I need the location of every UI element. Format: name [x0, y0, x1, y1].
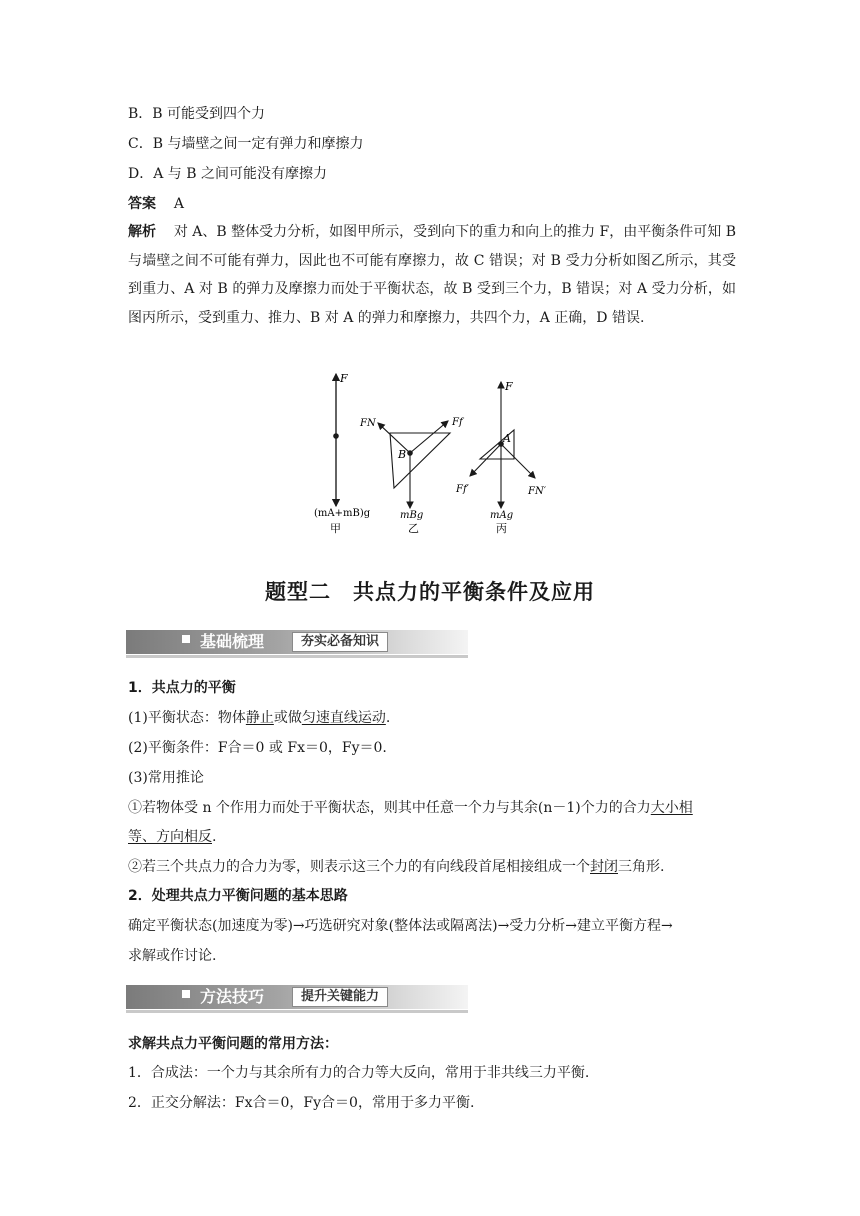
yi-ff-label: Ff — [452, 417, 463, 428]
bing-caption: 丙 — [496, 522, 507, 535]
banner-basics-tag: 夯实必备知识 — [292, 632, 388, 652]
method-1: 1．合成法：一个力与其余所有力的合力等大反向，常用于非共线三力平衡. — [128, 1065, 590, 1081]
banner-methods — [126, 985, 468, 1015]
key-term: 静止 — [245, 710, 274, 726]
jia-weight-label: (mA+mB)g — [314, 508, 371, 519]
banner-methods-title: 方法技巧 — [200, 987, 265, 1006]
text-span: . — [385, 710, 391, 726]
basics-line-1 — [128, 708, 390, 728]
basics-line-5 — [128, 827, 216, 847]
key-term: 等、方向相反 — [128, 829, 212, 845]
banner-basics-title: 基础梳理 — [200, 632, 265, 651]
basics-line-4 — [128, 798, 693, 818]
text-span: ①若物体受 n 个作用力而处于平衡状态，则其中任意一个力与其余(n－1)个力的合力 — [128, 800, 651, 816]
banner-basics — [126, 630, 468, 660]
key-term: 匀速直线运动 — [301, 710, 386, 726]
force-diagram-figure — [300, 366, 560, 541]
yi-caption: 乙 — [408, 522, 419, 535]
yi-fn-label: FN — [360, 418, 376, 429]
answer-line — [128, 194, 184, 214]
option-d: D．A 与 B 之间可能没有摩擦力 — [128, 166, 327, 182]
analysis-label: 解析 — [128, 224, 156, 240]
text-span: (1)平衡状态：物体 — [128, 710, 246, 726]
jia-f-label: F — [340, 372, 348, 385]
bing-f-label: F — [505, 380, 513, 393]
basics-line-7: 确定平衡状态(加速度为零)→巧选研究对象(整体法或隔离法)→受力分析→建立平衡方程→ — [128, 918, 673, 934]
analysis-paragraph — [128, 218, 736, 332]
bing-ff-label: Ff′ — [456, 484, 469, 495]
banner-methods-tag: 提升关键能力 — [292, 987, 388, 1007]
option-c: C．B 与墙壁之间一定有弹力和摩擦力 — [128, 136, 364, 152]
basics-line-8: 求解或作讨论. — [128, 948, 217, 964]
key-term: 大小相 — [650, 800, 693, 816]
text-span: 三角形. — [618, 859, 665, 875]
yi-weight-label: mBg — [400, 510, 424, 521]
diagram-yi — [359, 417, 465, 535]
basics-heading-2: 2．处理共点力平衡问题的基本思路 — [128, 888, 348, 904]
jia-caption: 甲 — [330, 522, 341, 535]
text-span: 或做 — [273, 710, 302, 726]
key-term: 封闭 — [590, 859, 618, 875]
yi-body-label: B — [398, 448, 407, 461]
basics-line-6 — [128, 857, 664, 877]
basics-heading-1: 1．共点力的平衡 — [128, 680, 236, 696]
square-bullet-icon — [182, 635, 190, 643]
bing-body-label: A — [503, 432, 511, 445]
text-span: . — [212, 829, 217, 845]
analysis-text: 对 A、B 整体受力分析，如图甲所示，受到向下的重力和向上的推力 F，由平衡条件可知 B 与墙壁之间不可能有弹力，因此也不可能有摩擦力，故 C 错误；对 B 受力分析如图乙所示，其受到重力、A 对 B 的弹力及摩擦力而处于平衡状态，故 B 受到三个力，B 错误；对 A 受力分析，如图丙所示，受到重力、推力、B 对 A 的弹力和摩擦力，共四个力，A 正确，D 错误. — [128, 224, 737, 326]
bing-fn-label: FN′ — [528, 486, 546, 497]
methods-heading: 求解共点力平衡问题的常用方法： — [128, 1036, 338, 1052]
answer-label: 答案 — [128, 196, 156, 212]
section-title: 题型二 共点力的平衡条件及应用 — [265, 580, 595, 604]
option-b: B．B 可能受到四个力 — [128, 106, 266, 122]
basics-line-2: (2)平衡条件：F合＝0 或 Fx＝0，Fy＝0. — [128, 740, 387, 756]
answer-value: A — [173, 196, 184, 212]
text-span: ②若三个共点力的合力为零，则表示这三个力的有向线段首尾相接组成一个 — [128, 859, 590, 875]
square-bullet-icon — [182, 990, 190, 998]
diagram-jia — [314, 372, 371, 535]
diagram-bing — [455, 380, 547, 535]
method-2: 2．正交分解法：Fx合＝0，Fy合＝0，常用于多力平衡. — [128, 1095, 475, 1111]
bing-weight-label: mAg — [490, 510, 514, 521]
basics-line-3: (3)常用推论 — [128, 770, 204, 786]
